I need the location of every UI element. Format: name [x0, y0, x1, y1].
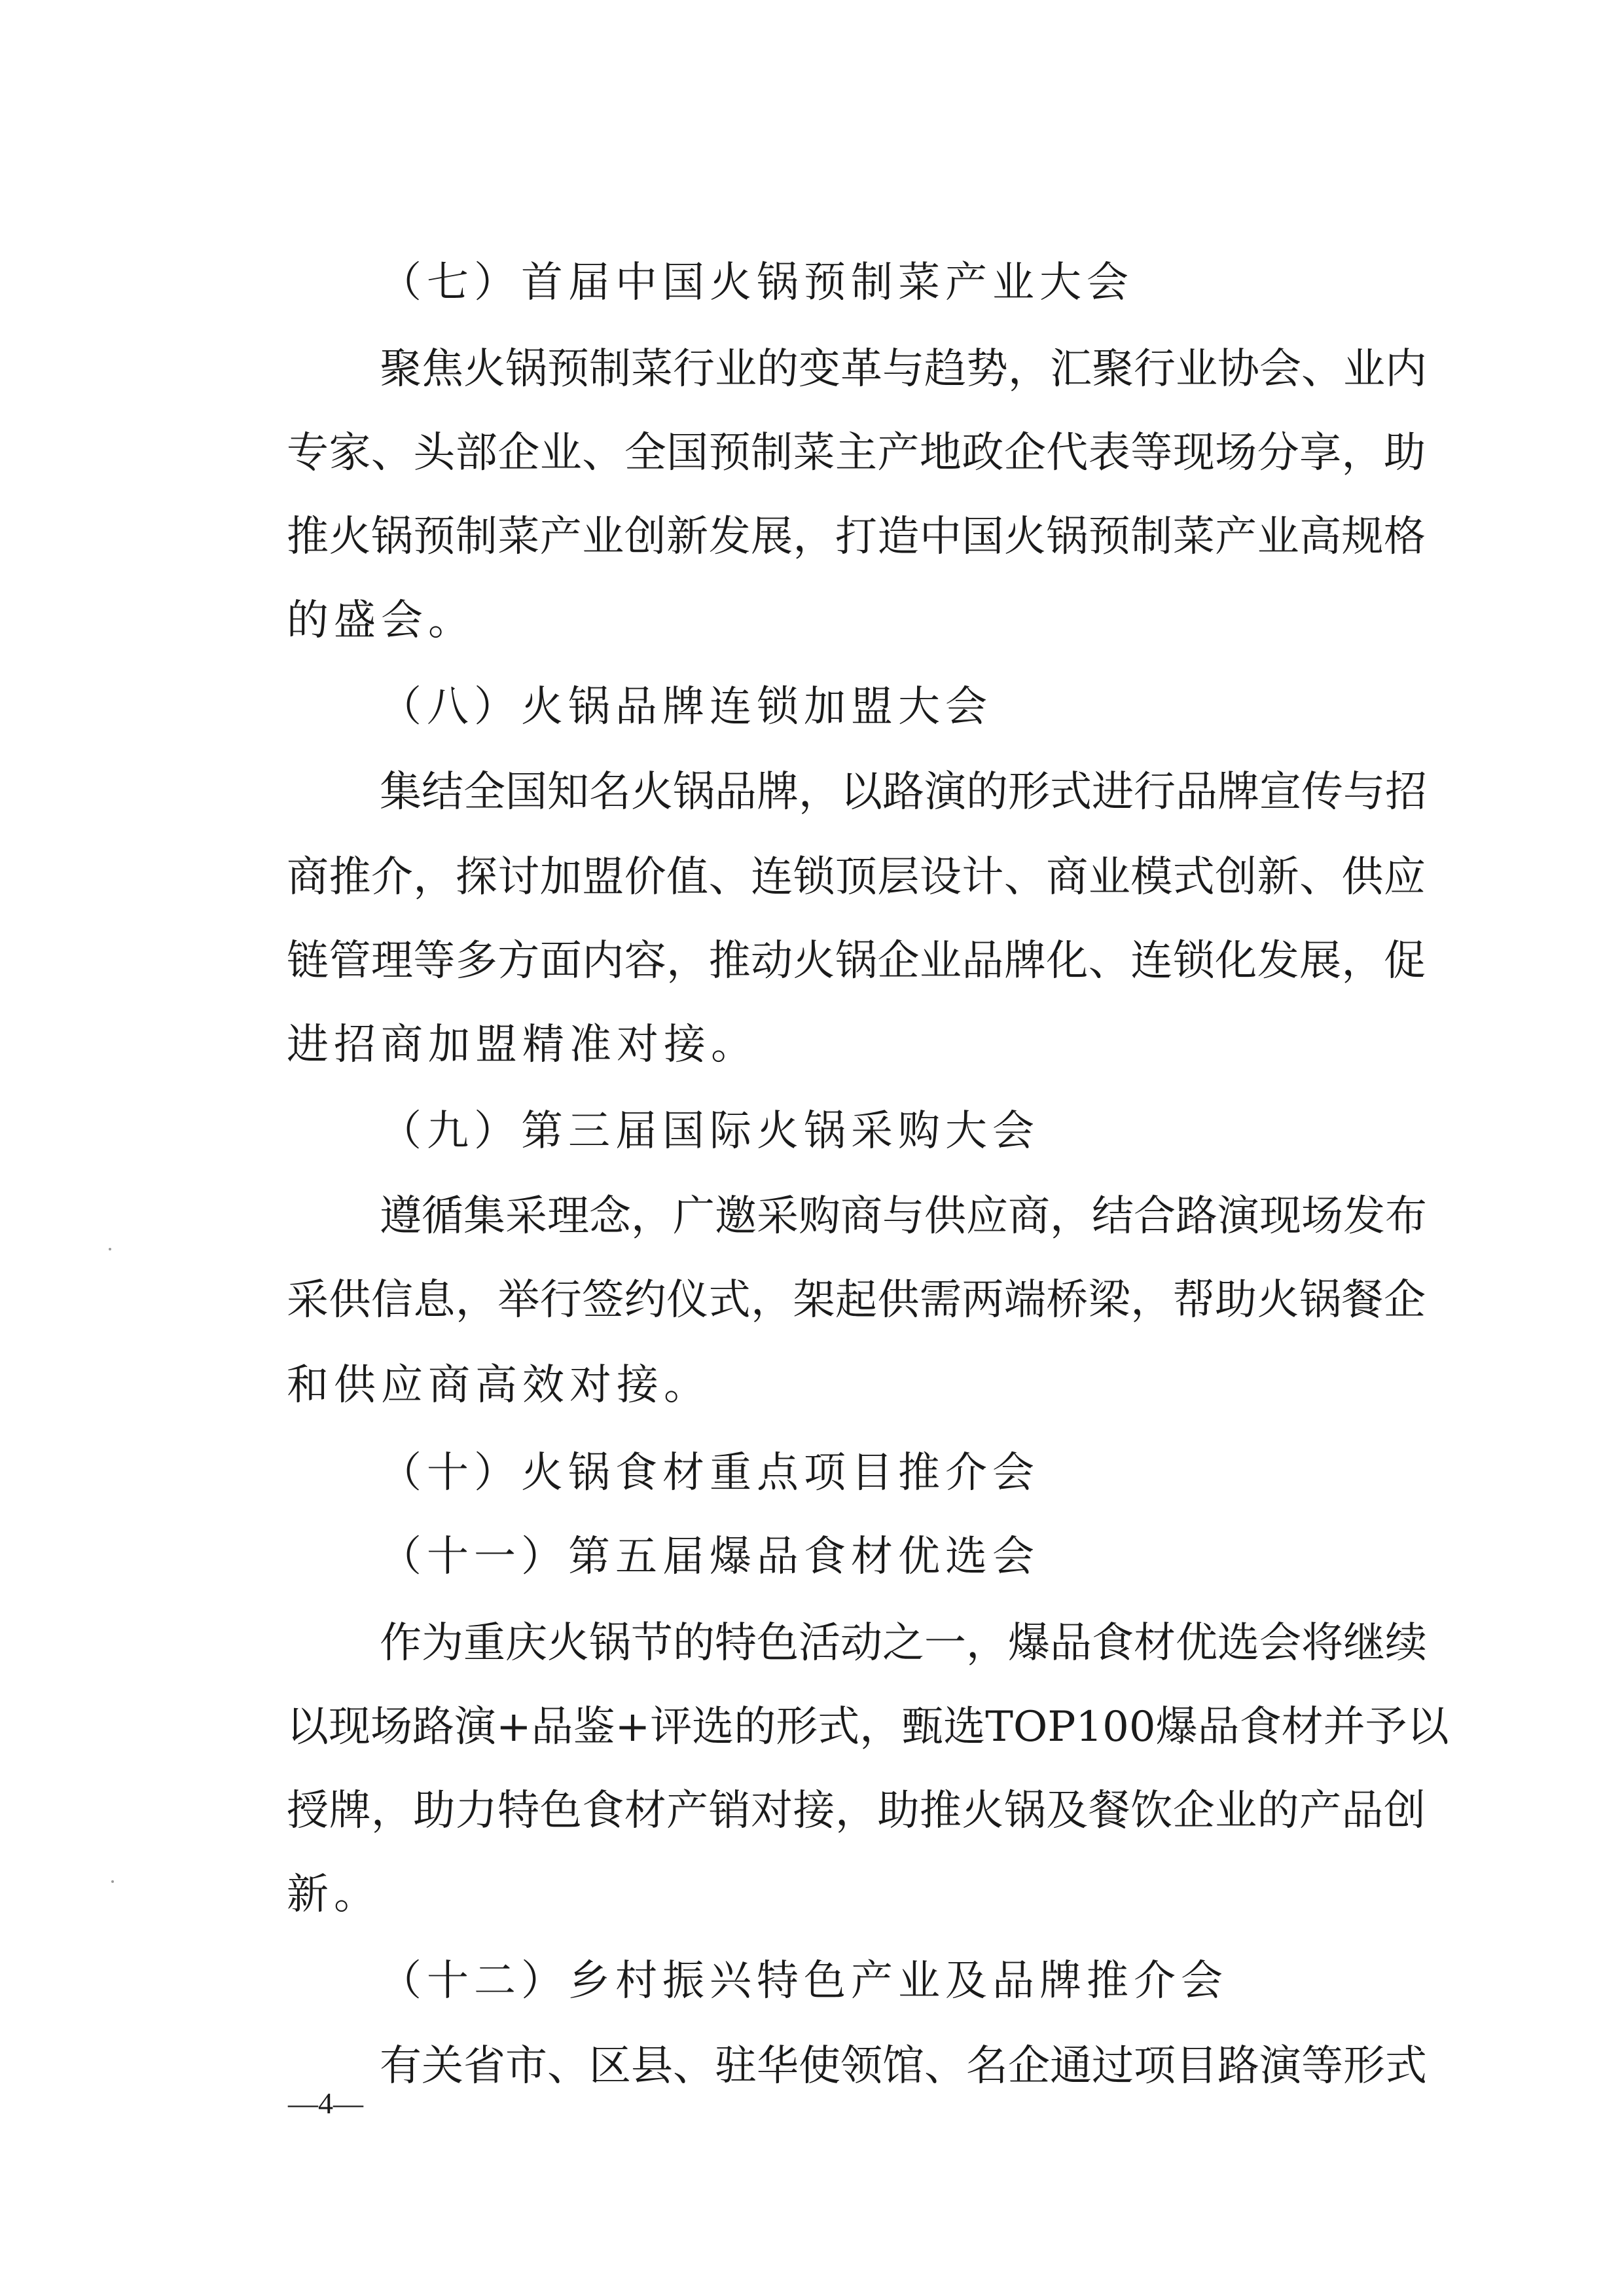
- scan-speck: [111, 1880, 114, 1883]
- paragraph-line: 链管理等多方面内容，推动火锅企业品牌化、连锁化发展，促: [287, 937, 1426, 985]
- paragraph-line: 的盛会。: [287, 596, 475, 645]
- paragraph-line: 作为重庆火锅节的特色活动之一，爆品食材优选会将继续: [380, 1619, 1427, 1667]
- section-heading-9: （九）第三届国际火锅采购大会: [380, 1107, 1039, 1156]
- scan-speck: [109, 1248, 111, 1250]
- section-heading-8: （八）火锅品牌连锁加盟大会: [380, 683, 992, 731]
- paragraph-line: 进招商加盟精准对接。: [287, 1021, 758, 1069]
- paragraph-line: 商推介，探讨加盟价值、连锁顶层设计、商业模式创新、供应: [287, 853, 1426, 902]
- paragraph-line: 和供应商高效对接。: [287, 1361, 711, 1410]
- paragraph-line: 聚焦火锅预制菜行业的变革与趋势，汇聚行业协会、业内: [380, 345, 1427, 393]
- page-number: —4—: [288, 2086, 363, 2120]
- section-heading-12: （十二）乡村振兴特色产业及品牌推介会: [380, 1957, 1228, 2005]
- paragraph-line: 新。: [287, 1870, 381, 1919]
- paragraph-line: 授牌，助力特色食材产销对接，助推火锅及餐饮企业的产品创: [287, 1787, 1426, 1835]
- section-heading-10: （十）火锅食材重点项目推介会: [380, 1449, 1039, 1497]
- section-heading-7: （七）首届中国火锅预制菜产业大会: [380, 259, 1134, 307]
- paragraph-line: 专家、头部企业、全国预制菜主产地政企代表等现场分享，助: [287, 429, 1426, 477]
- paragraph-line: 以现场路演+品鉴+评选的形式，甄选TOP100爆品食材并予以: [287, 1703, 1449, 1751]
- paragraph-line: 采供信息，举行签约仪式，架起供需两端桥梁，帮助火锅餐企: [287, 1276, 1426, 1324]
- paragraph-line: 推火锅预制菜产业创新发展，打造中国火锅预制菜产业高规格: [287, 513, 1426, 561]
- paragraph-line: 遵循集采理念，广邀采购商与供应商，结合路演现场发布: [380, 1192, 1427, 1241]
- section-heading-11: （十一）第五届爆品食材优选会: [380, 1533, 1039, 1581]
- paragraph-line: 集结全国知名火锅品牌，以路演的形式进行品牌宣传与招: [380, 768, 1427, 816]
- paragraph-line: 有关省市、区县、驻华使领馆、名企通过项目路演等形式: [380, 2042, 1427, 2090]
